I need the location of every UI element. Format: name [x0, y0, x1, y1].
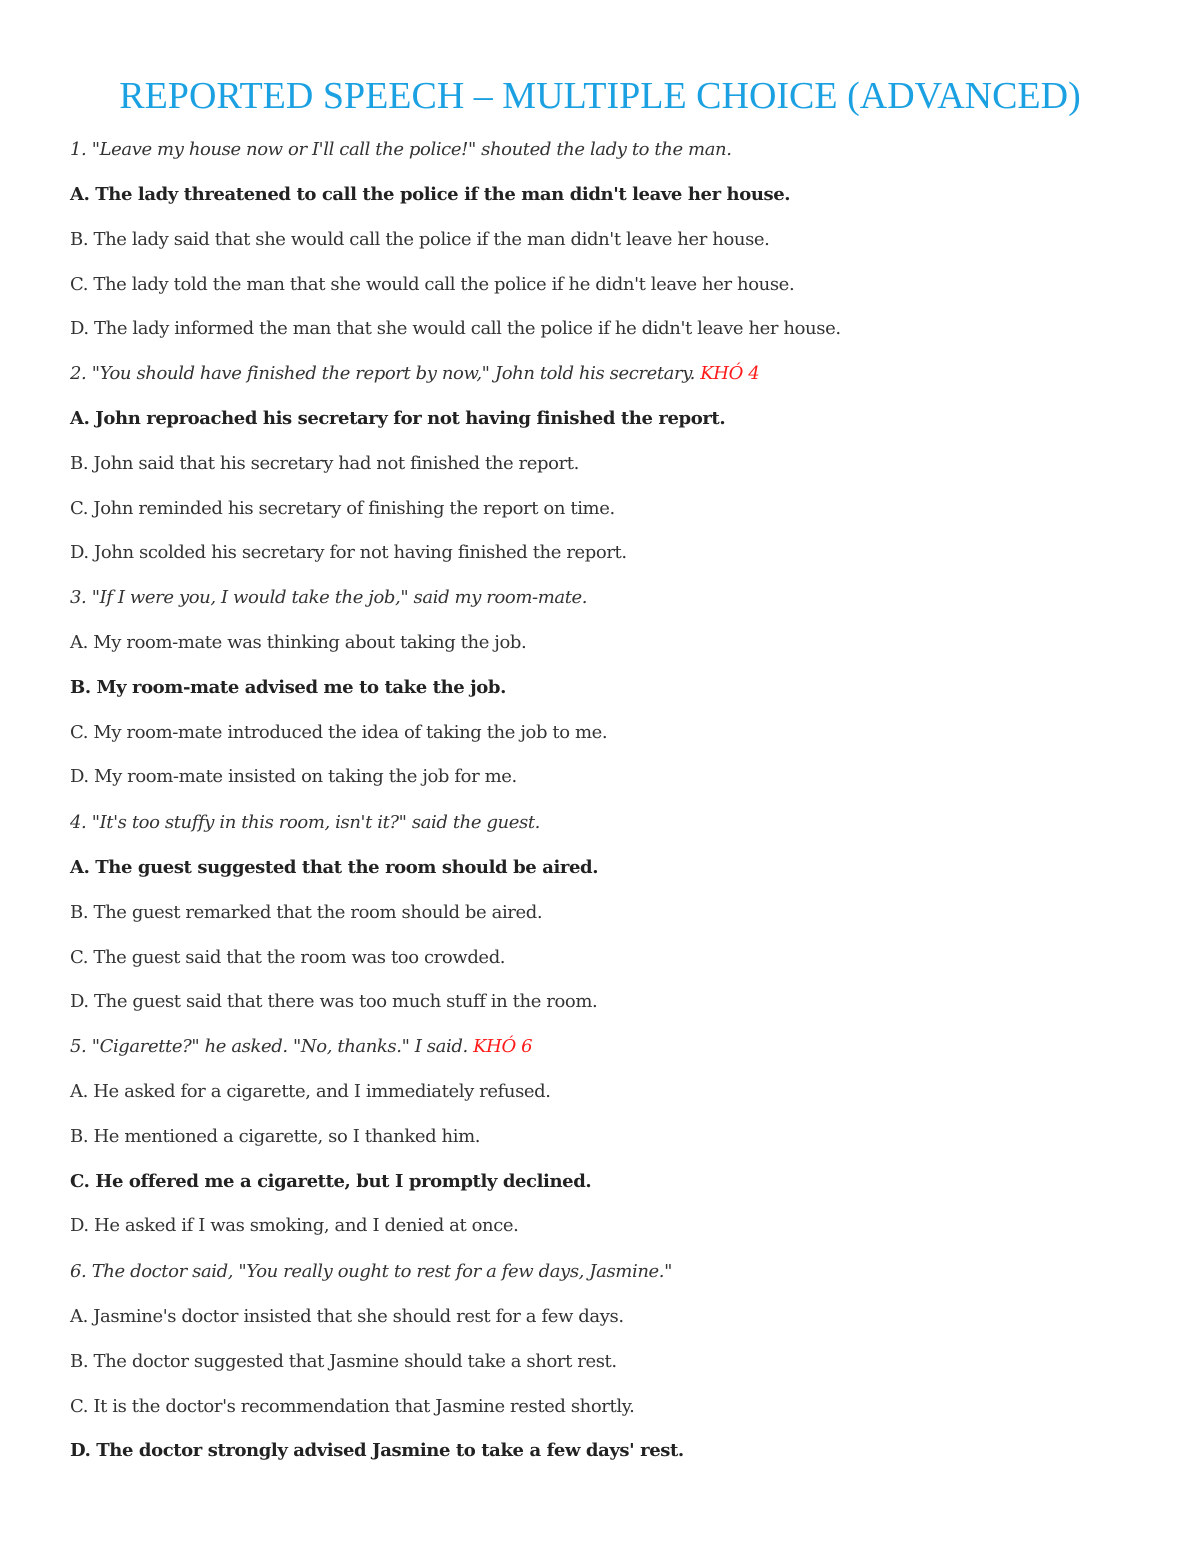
question-3-prompt	[70, 586, 587, 610]
question-3-option-b-correct: B. My room-mate advised me to take the job.	[70, 677, 506, 698]
question-4-option-d: D. The guest said that there was too much stuff in the room.	[70, 991, 598, 1012]
question-3-option-a: A. My room-mate was thinking about taking the job.	[70, 632, 527, 653]
question-5-prompt	[70, 1035, 532, 1059]
question-5-option-c-correct: C. He offered me a cigarette, but I promptly declined.	[70, 1171, 592, 1192]
question-4-option-a-correct: A. The guest suggested that the room should be aired.	[70, 857, 599, 878]
difficulty-tag: KHÓ 6	[473, 1036, 533, 1057]
question-text: 5. "Cigarette?" he asked. "No, thanks." I said.	[70, 1036, 468, 1057]
question-text: 2. "You should have finished the report by now," John told his secretary.	[70, 363, 695, 384]
question-text: 6. The doctor said, "You really ought to rest for a few days, Jasmine."	[70, 1261, 672, 1282]
question-text: 4. "It's too stuffy in this room, isn't it?" said the guest.	[70, 812, 540, 833]
question-4-option-c: C. The guest said that the room was too crowded.	[70, 947, 506, 968]
question-text: 1. "Leave my house now or I'll call the police!" shouted the lady to the man.	[70, 139, 732, 160]
question-6-option-b: B. The doctor suggested that Jasmine should take a short rest.	[70, 1351, 617, 1372]
page-title: REPORTED SPEECH – MULTIPLE CHOICE (ADVANCED)	[119, 75, 1081, 117]
question-2-option-b: B. John said that his secretary had not finished the report.	[70, 453, 579, 474]
question-text: 3. "If I were you, I would take the job," said my room-mate.	[70, 587, 588, 608]
difficulty-tag: KHÓ 4	[700, 363, 760, 384]
question-6-option-c: C. It is the doctor's recommendation that Jasmine rested shortly.	[70, 1396, 635, 1417]
question-5-option-a: A. He asked for a cigarette, and I immediately refused.	[70, 1081, 551, 1102]
question-3-option-d: D. My room-mate insisted on taking the job for me.	[70, 766, 517, 787]
question-5-option-b: B. He mentioned a cigarette, so I thanked him.	[70, 1126, 481, 1147]
question-1-option-a-correct: A. The lady threatened to call the police if the man didn't leave her house.	[70, 184, 791, 205]
question-6-option-d-correct: D. The doctor strongly advised Jasmine to take a few days' rest.	[70, 1440, 684, 1461]
question-2-option-d: D. John scolded his secretary for not having finished the report.	[70, 542, 627, 563]
question-1-option-b: B. The lady said that she would call the police if the man didn't leave her house.	[70, 229, 770, 250]
question-4-prompt	[70, 811, 540, 835]
question-6-option-a: A. Jasmine's doctor insisted that she should rest for a few days.	[70, 1306, 624, 1327]
question-2-option-c: C. John reminded his secretary of finishing the report on time.	[70, 498, 615, 519]
question-6-prompt	[70, 1260, 672, 1284]
question-1-option-d: D. The lady informed the man that she would call the police if he didn't leave her house.	[70, 318, 841, 339]
question-2-option-a-correct: A. John reproached his secretary for not having finished the report.	[70, 408, 726, 429]
question-4-option-b: B. The guest remarked that the room should be aired.	[70, 902, 543, 923]
question-2-prompt	[70, 362, 759, 386]
question-3-option-c: C. My room-mate introduced the idea of taking the job to me.	[70, 722, 608, 743]
question-5-option-d: D. He asked if I was smoking, and I denied at once.	[70, 1215, 519, 1236]
question-1-option-c: C. The lady told the man that she would call the police if he didn't leave her house.	[70, 274, 795, 295]
question-1-prompt	[70, 138, 732, 162]
